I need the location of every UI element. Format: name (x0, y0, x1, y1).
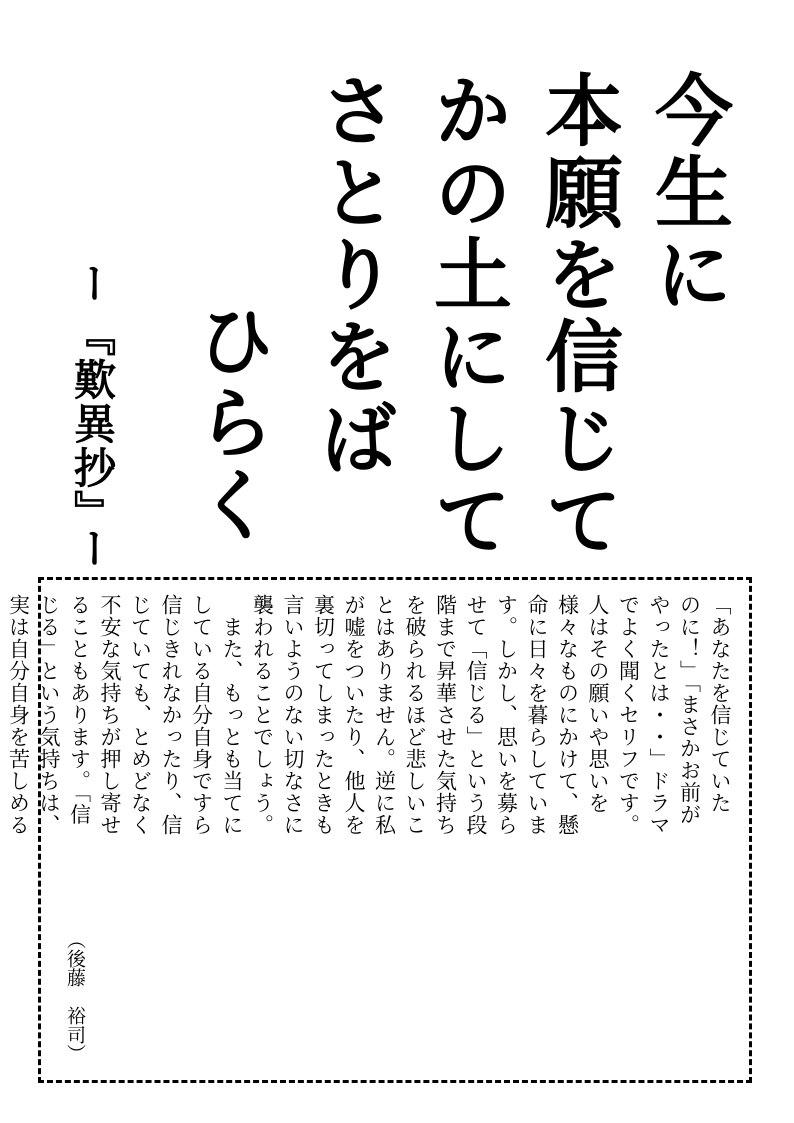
essay-line: が嘘をついたり、他人を (342, 594, 366, 836)
essay-line: 様々なものにかけて、懸 (555, 594, 580, 836)
headline-line-3: かの土にして (421, 70, 512, 562)
source-title: 『歎異抄』 (68, 314, 117, 534)
essay-line: 階まで昇華させた気持ち (433, 594, 458, 836)
essay-line: のに！」「まさかお前が (677, 594, 702, 826)
essay-line: 信じきれなかったり、信 (159, 594, 183, 836)
essay-line: 襲われることでしょう。 (250, 594, 275, 836)
essay-line: じる」という気持ちは、 (37, 594, 61, 836)
essay-line: 言いようのない切なさに (281, 594, 305, 836)
essay-line: している自分自身ですら (189, 594, 214, 836)
headline-line-5: ひらく (184, 300, 275, 546)
headline-line-1: 今生に (642, 70, 733, 316)
essay-line: 「あなたを信じていた (708, 594, 732, 814)
essay-line: でよく聞くセリフです。 (616, 594, 641, 836)
author-credit: （後藤 裕司） (64, 930, 86, 1063)
essay-line: また、もっとも当てに (220, 594, 244, 836)
essay-text (6, 594, 735, 1064)
essay-line: 人はその願いや思いを (586, 594, 610, 814)
essay-line (0, 594, 3, 1064)
essay-box (6, 577, 752, 1083)
source-citation (62, 262, 122, 569)
essay-line: せて「信じる」という段 (464, 594, 488, 836)
essay-line: 裏切ってしまったときも (311, 594, 336, 836)
headline-line-4: さとりをば (307, 70, 398, 480)
essay-line: じていても、とめどなく (128, 594, 153, 836)
essay-line: 実は自分自身を苦しめる (6, 594, 31, 836)
source-dash-bottom: ー (68, 527, 117, 569)
essay-line: やったとは・・」ドラマ (647, 594, 671, 836)
essay-line: ることもあります。「信 (67, 594, 92, 826)
essay-line: を破られるほど悲しいこ (403, 594, 427, 836)
essay-line: 命に日々を暮らしていま (525, 594, 549, 836)
headline-line-2: 本願を信じて (532, 70, 623, 562)
essay-line: 不安な気持ちが押し寄せ (98, 594, 122, 836)
source-dash-top: ー (68, 262, 117, 304)
essay-line: す。しかし、思いを募ら (494, 594, 519, 836)
essay-line: とはありません。逆に私 (372, 594, 397, 836)
